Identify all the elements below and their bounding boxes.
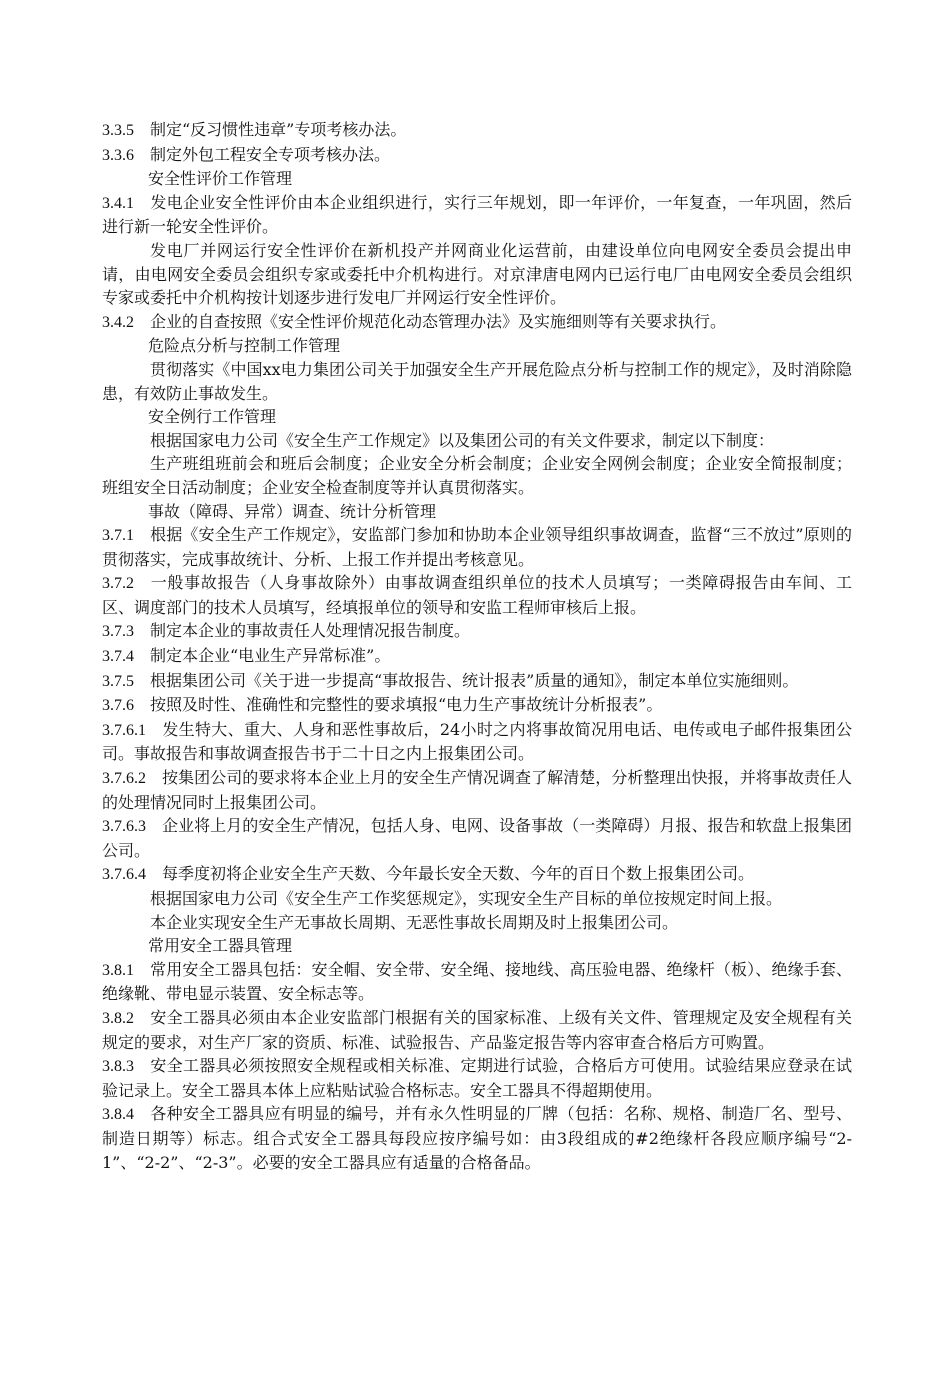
- paragraph-reward-report: 根据国家电力公司《安全生产工作奖惩规定》，实现安全生产目标的单位按规定时间上报。: [150, 889, 783, 908]
- clause-3-7-6-1: [102, 718, 852, 766]
- clause-number: 3.8.3: [102, 1058, 134, 1076]
- paragraph-grid-evaluation: 发电厂并网运行安全性评价在新机投产并网商业化运营前，由建设单位向电网安全委员会提出申请，由电网安全委员会组织专家或委托中介机构进行。对京津唐电网内已运行电厂由电网安全委员会组织专家或委托中介机构按计划逐步进行发电厂并网运行安全性评价。: [102, 240, 852, 308]
- section-heading-safety-evaluation: 安全性评价工作管理: [148, 169, 293, 189]
- clause-3-8-4: [102, 1102, 852, 1174]
- clause-number: 3.7.6.3: [102, 818, 146, 836]
- clause-number: 3.8.2: [102, 1009, 134, 1027]
- clause-number: 3.7.6: [102, 697, 134, 715]
- clause-number: 3.7.3: [102, 623, 134, 641]
- clause-text: 常用安全工器具包括：安全帽、安全带、安全绳、接地线、高压验电器、绝缘杆（板）、绝缘手套、绝缘靴、带电显示装置、安全标志等。: [102, 959, 852, 1004]
- clause-3-7-4: [102, 644, 852, 669]
- clause-text: 安全工器具必须由本企业安监部门根据有关的国家标准、上级有关文件、管理规定及安全规程有关规定的要求，对生产厂家的资质、标准、试验报告、产品鉴定报告等内容审查合格后方可购置。: [102, 1007, 852, 1052]
- clause-3-8-3: [102, 1054, 852, 1102]
- section-heading-safety-tools: 常用安全工器具管理: [148, 936, 293, 956]
- clause-3-7-6-2: [102, 766, 852, 814]
- clause-text: 一般事故报告（人身事故除外）由事故调查组织单位的技术人员填写；一类障碍报告由车间、工区、调度部门的技术人员填写，经填报单位的领导和安监工程师审核后上报。: [102, 573, 852, 617]
- clause-3-8-2: [102, 1006, 852, 1054]
- clause-3-7-6-3: [102, 814, 852, 862]
- clause-3-4-2: [102, 310, 852, 335]
- clause-3-3-6: [102, 143, 852, 168]
- clause-text: 制定本企业的事故责任人处理情况报告制度。: [150, 621, 471, 641]
- clause-text: 制定“反习惯性违章”专项考核办法。: [150, 120, 407, 139]
- clause-3-3-5: [102, 118, 852, 143]
- clause-number: 3.7.6.4: [102, 866, 146, 884]
- clause-number: 3.8.1: [102, 961, 134, 979]
- clause-text: 按照及时性、准确性和完整性的要求填报“电力生产事故统计分析报表”。: [150, 695, 663, 715]
- clause-text: 根据集团公司《关于进一步提高“事故报告、统计报表”质量的通知》，制定本单位实施细则。: [150, 670, 799, 690]
- clause-number: 3.7.6.2: [102, 770, 146, 788]
- clause-number: 3.4.2: [102, 313, 134, 331]
- clause-3-7-1: [102, 523, 852, 571]
- document-page: [102, 118, 852, 1174]
- clause-number: 3.8.4: [102, 1106, 134, 1124]
- clause-text: 按集团公司的要求将本企业上月的安全生产情况调查了解清楚，分析整理出快报，并将事故责任人的处理情况同时上报集团公司。: [102, 768, 852, 812]
- clause-text: 企业的自查按照《安全性评价规范化动态管理办法》及实施细则等有关要求执行。: [150, 311, 727, 331]
- clause-3-7-6-4: [102, 862, 852, 887]
- section-heading-accident-investigation: 事故（障碍、异常）调查、统计分析管理: [148, 501, 437, 521]
- paragraph-hazard-implement: 贯彻落实《中国xx电力集团公司关于加强安全生产开展危险点分析与控制工作的规定》，及时消除隐患，有效防止事故发生。: [102, 359, 852, 403]
- clause-number: 3.3.5: [102, 122, 134, 139]
- paragraph-routine-basis: 根据国家电力公司《安全生产工作规定》以及集团公司的有关文件要求，制定以下制度：: [150, 430, 775, 450]
- clause-text: 制定本企业“电业生产异常标准”。: [150, 646, 391, 666]
- clause-number: 3.4.1: [102, 194, 134, 212]
- clause-number: 3.7.4: [102, 648, 134, 666]
- clause-number: 3.7.6.1: [102, 721, 146, 739]
- paragraph-long-cycle-report: 本企业实现安全生产无事故长周期、无恶性事故长周期及时上报集团公司。: [150, 912, 679, 932]
- clause-text: 安全工器具必须按照安全规程或相关标准、定期进行试验，合格后方可使用。试验结果应登录在试验记录上。安全工器具本体上应粘贴试验合格标志。安全工器具不得超期使用。: [102, 1056, 852, 1100]
- clause-3-4-1: [102, 191, 852, 239]
- clause-3-8-1: [102, 958, 852, 1006]
- clause-text: 企业将上月的安全生产情况，包括人身、电网、设备事故（一类障碍）月报、报告和软盘上报集团公司。: [102, 816, 852, 860]
- clause-number: 3.7.2: [102, 575, 134, 593]
- clause-text: 发电企业安全性评价由本企业组织进行，实行三年规划，即一年评价，一年复查，一年巩固，然后进行新一轮安全性评价。: [102, 192, 852, 237]
- section-heading-routine-work: 安全例行工作管理: [148, 407, 277, 427]
- clause-text: 根据《安全生产工作规定》，安监部门参加和协助本企业领导组织事故调查，监督“三不放过”原则的贯彻落实，完成事故统计、分析、上报工作并提出考核意见。: [102, 525, 852, 569]
- clause-3-7-6: [102, 693, 852, 718]
- clause-3-7-3: [102, 619, 852, 644]
- clause-3-7-2: [102, 571, 852, 619]
- clause-number: 3.3.6: [102, 146, 134, 164]
- clause-text: 每季度初将企业安全生产天数、今年最长安全天数、今年的百日个数上报集团公司。: [162, 864, 755, 884]
- clause-number: 3.7.1: [102, 527, 134, 545]
- clause-text: 制定外包工程安全专项考核办法。: [150, 144, 391, 164]
- section-heading-hazard-analysis: 危险点分析与控制工作管理: [148, 336, 341, 356]
- clause-number: 3.7.5: [102, 672, 134, 690]
- clause-3-7-5: [102, 669, 852, 694]
- clause-text: 各种安全工器具应有明显的编号，并有永久性明显的厂牌（包括：名称、规格、制造厂名、型号、制造日期等）标志。组合式安全工器具每段应按序编号如：由3段组成的#2绝缘杆各段应顺序编号“2-1”、“2-2”、“2-3”。必要的安全工器具应有适量的合格备品。: [102, 1104, 852, 1172]
- paragraph-routine-systems: 生产班组班前会和班后会制度；企业安全分析会制度；企业安全网例会制度；企业安全简报制度；班组安全日活动制度；企业安全检查制度等并认真贯彻落实。: [102, 454, 852, 497]
- clause-text: 发生特大、重大、人身和恶性事故后，24小时之内将事故简况用电话、电传或电子邮件报集团公司。事故报告和事故调查报告书于二十日之内上报集团公司。: [102, 719, 852, 764]
